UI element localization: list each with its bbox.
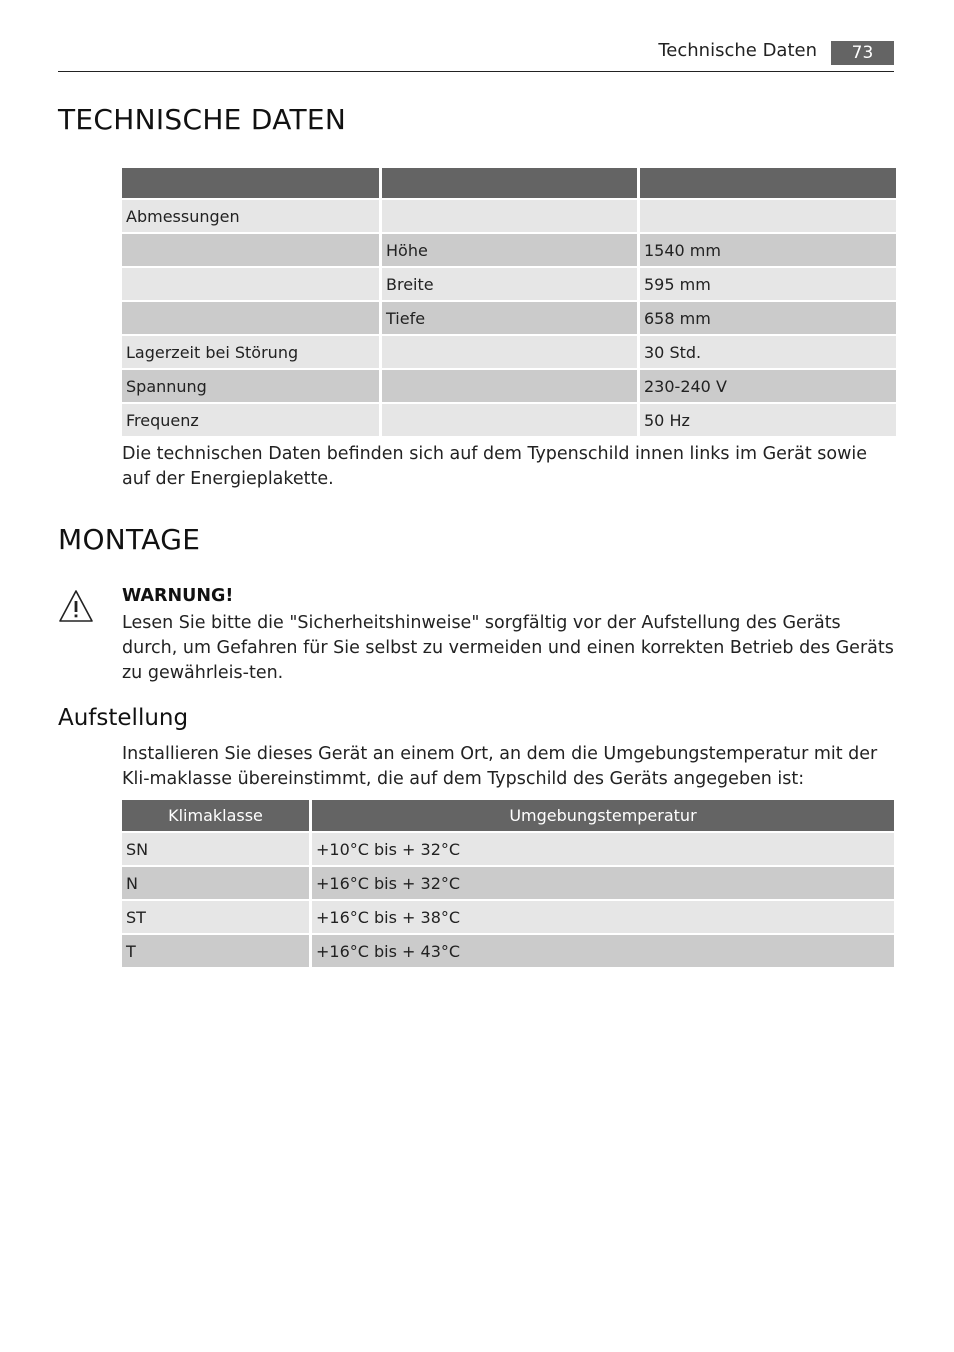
table-cell: N: [122, 867, 309, 899]
section-title-technische-daten: TECHNISCHE DATEN: [58, 103, 347, 136]
header-divider: [58, 71, 894, 72]
table-cell: SN: [122, 833, 309, 865]
table-cell: 658 mm: [640, 302, 896, 334]
warning-text: Lesen Sie bitte die "Sicherheitshinweise" sorgfältig vor der Aufstellung des Geräts durch, um Gefahren für Sie selbst zu vermeiden und einen korrekten Betrieb des Geräts zu gewährleis-ten.: [122, 613, 894, 683]
table-cell: +16°C bis + 32°C: [312, 867, 894, 899]
table-cell: 595 mm: [640, 268, 896, 300]
technical-data-note: Die technischen Daten befinden sich auf dem Typenschild innen links im Gerät sowie auf der Energieplakette.: [122, 444, 868, 489]
table-header-cell: [122, 168, 379, 198]
table-row: [122, 268, 896, 300]
table-cell: Tiefe: [382, 302, 637, 334]
subsection-title-aufstellung: Aufstellung: [58, 705, 189, 731]
table-row: [122, 336, 896, 368]
table-cell: [382, 200, 637, 232]
table-row: [122, 833, 894, 865]
table-cell: [122, 268, 379, 300]
table-cell: 1540 mm: [640, 234, 896, 266]
table-cell: T: [122, 935, 309, 967]
table-cell: Abmessungen: [122, 200, 379, 232]
table-row: [122, 200, 896, 232]
table-cell: Spannung: [122, 370, 379, 402]
table-cell: [640, 200, 896, 232]
table-cell: 50 Hz: [640, 404, 896, 436]
table-header-cell: Umgebungstemperatur: [312, 800, 894, 831]
page-number: 73: [831, 41, 894, 65]
table-cell: ST: [122, 901, 309, 933]
table-header-row: [122, 800, 894, 831]
table-cell: +10°C bis + 32°C: [312, 833, 894, 865]
table-row: [122, 935, 894, 967]
table-header-cell: Klimaklasse: [122, 800, 309, 831]
table-row: [122, 302, 896, 334]
table-cell: +16°C bis + 38°C: [312, 901, 894, 933]
table-cell: [382, 336, 637, 368]
table-cell: Höhe: [382, 234, 637, 266]
table-cell: Lagerzeit bei Störung: [122, 336, 379, 368]
table-header-row: [122, 168, 896, 198]
section-title-montage: MONTAGE: [58, 523, 201, 556]
table-cell: [122, 302, 379, 334]
installation-text: Installieren Sie dieses Gerät an einem Ort, an dem die Umgebungstemperatur mit der Kli-maklasse übereinstimmt, die auf dem Typschild des Geräts angegeben ist:: [122, 744, 878, 789]
table-row: [122, 234, 896, 266]
table-cell: Frequenz: [122, 404, 379, 436]
running-header-title: Technische Daten: [658, 40, 817, 61]
table-row: [122, 370, 896, 402]
table-cell: 230-240 V: [640, 370, 896, 402]
table-row: [122, 404, 896, 436]
table-cell: Breite: [382, 268, 637, 300]
climate-class-table: [119, 798, 897, 969]
table-row: [122, 867, 894, 899]
table-header-cell: [640, 168, 896, 198]
table-cell: [382, 370, 637, 402]
table-cell: [382, 404, 637, 436]
warning-triangle-icon: [58, 589, 94, 625]
table-cell: 30 Std.: [640, 336, 896, 368]
table-header-cell: [382, 168, 637, 198]
table-cell: [122, 234, 379, 266]
table-cell: +16°C bis + 43°C: [312, 935, 894, 967]
warning-title: WARNUNG!: [122, 586, 234, 606]
technical-data-table: [119, 166, 899, 438]
table-row: [122, 901, 894, 933]
